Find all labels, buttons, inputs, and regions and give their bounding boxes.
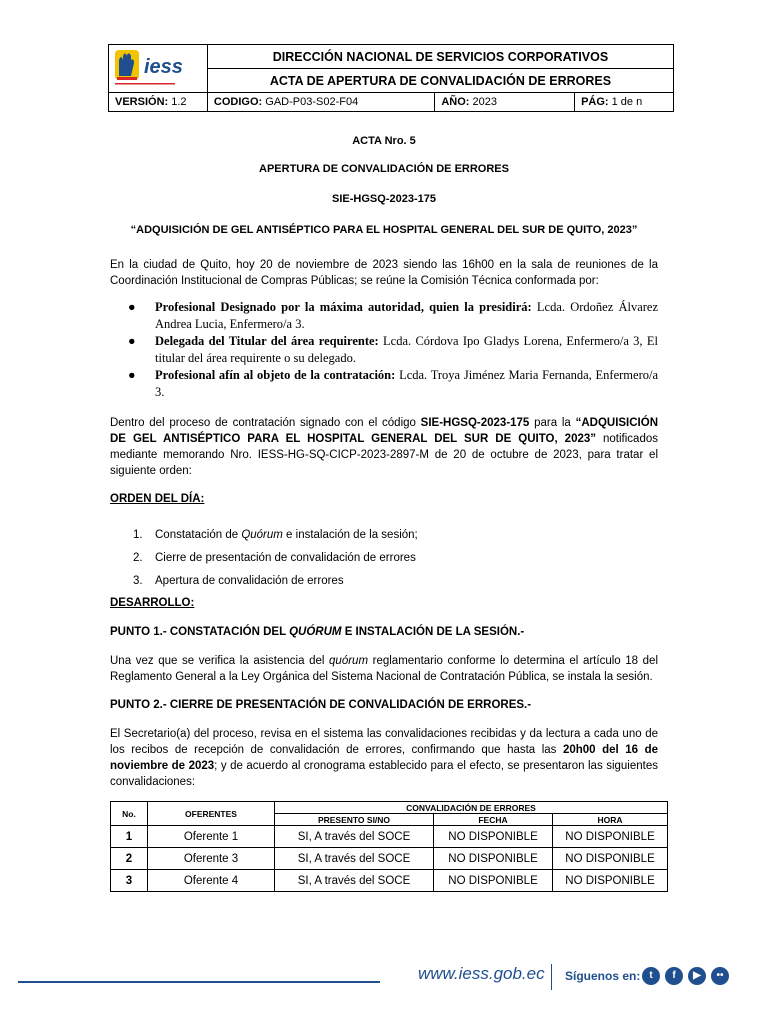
- process-paragraph: [110, 415, 658, 479]
- table-row: 2 Oferente 3 SI, A través del SOCE NO DISPONIBLE NO DISPONIBLE: [111, 848, 668, 870]
- point2-paragraph: El Secretario(a) del proceso, revisa en el sistema las convalidaciones recibidas y da lectura a cada uno de los recibos de recepción de convalidación de errores, confirmando que hasta las 20h00 del 16 de noviembre de 2023; y de acuerdo al cronograma establecido para el efecto, se presentaron las siguientes convalidaciones:: [110, 728, 658, 788]
- list-item: 2. Cierre de presentación de convalidación de errores: [133, 552, 416, 564]
- agenda-list: [133, 529, 418, 598]
- para-text: Dentro del proceso de contratación signado con el código: [110, 417, 421, 429]
- list-item: ● Delegada del Titular del área requirente: Lcda. Córdova Ipo Gladys Lorena, Enfermero/a 3, El titular del área requirente o su delegado.: [128, 334, 658, 365]
- page-label: PÁG:: [581, 96, 609, 108]
- acta-number: ACTA Nro. 5: [352, 135, 416, 147]
- list-item: ● Profesional afín al objeto de la contratación: Lcda. Troya Jiménez Maria Fernanda, Enfermero/a 3.: [128, 368, 658, 399]
- commission-members: [128, 299, 658, 401]
- footer-divider: [18, 981, 380, 983]
- process-code: SIE-HGSQ-2023-175: [332, 193, 436, 205]
- list-item: 3. Apertura de convalidación de errores: [133, 575, 344, 587]
- para-text: notificados mediante memorando Nro. IESS-HG-SQ-CICP-2023-2897-M de 20 de octubre de 2023, para tratar el siguiente orden:: [110, 433, 658, 477]
- para-object: “ADQUISICIÓN DE GEL ANTISÉPTICO PARA EL HOSPITAL GENERAL DEL SUR DE QUITO, 2023”: [110, 417, 658, 445]
- list-item: ● Profesional Designado por la máxima autoridad, quien la presidirá: Lcda. Ordoñez Álvarez Andrea Lucia, Enfermero/a 3.: [128, 300, 658, 331]
- process-object: “ADQUISICIÓN DE GEL ANTISÉPTICO PARA EL HOSPITAL GENERAL DEL SUR DE QUITO, 2023”: [130, 224, 638, 236]
- header-title-2: ACTA DE APERTURA DE CONVALIDACIÓN DE ERRORES: [207, 69, 673, 93]
- footer-separator: [551, 964, 552, 990]
- version-value: 1.2: [168, 96, 187, 108]
- facebook-icon[interactable]: f: [665, 967, 683, 985]
- acta-subtitle: APERTURA DE CONVALIDACIÓN DE ERRORES: [259, 163, 509, 175]
- member-name: Lcda. Ordoñez Álvarez Andrea Lucia, Enfermero/a 3.: [155, 300, 658, 331]
- version-cell: [109, 93, 208, 112]
- youtube-icon[interactable]: ▶: [688, 967, 706, 985]
- table-row: 3 Oferente 4 SI, A través del SOCE NO DISPONIBLE NO DISPONIBLE: [111, 870, 668, 892]
- member-role: Profesional Designado por la máxima autoridad, quien la presidirá:: [155, 300, 532, 314]
- column-header: No.: [111, 802, 148, 826]
- intro-paragraph: En la ciudad de Quito, hoy 20 de noviembre de 2023 siendo las 16h00 en la sala de reuniones de la Coordinación Institucional de Compras Públicas; se reúne la Comisión Técnica conformada por:: [110, 259, 658, 287]
- table-row: 1 Oferente 1 SI, A través del SOCE NO DISPONIBLE NO DISPONIBLE: [111, 826, 668, 848]
- code-value: GAD-P03-S02-F04: [262, 96, 359, 108]
- member-role: Delegada del Titular del área requirente:: [155, 334, 379, 348]
- page-cell: [575, 93, 674, 112]
- flickr-icon[interactable]: ••: [711, 967, 729, 985]
- header-title-1: DIRECCIÓN NACIONAL DE SERVICIOS CORPORATIVOS: [207, 45, 673, 69]
- column-group-header: CONVALIDACIÓN DE ERRORES: [275, 802, 668, 814]
- version-label: VERSIÓN:: [115, 96, 169, 108]
- para-code: SIE-HGSQ-2023-175: [420, 417, 530, 429]
- follow-label: Síguenos en:: [565, 969, 641, 983]
- member-name: Lcda. Córdova Ipo Gladys Lorena, Enfermero/a 3, El titular del área requirente o su delegado.: [155, 334, 658, 365]
- code-cell: [207, 93, 434, 112]
- code-label: CODIGO:: [213, 96, 263, 108]
- iess-logo: [109, 45, 208, 93]
- member-name: Lcda. Troya Jiménez Maria Fernanda, Enfermero/a 3.: [155, 368, 658, 399]
- point1-title: PUNTO 1.- CONSTATACIÓN DEL QUÓRUM E INSTALACIÓN DE LA SESIÓN.-: [110, 626, 525, 638]
- column-header: FECHA: [434, 814, 553, 826]
- page-value: 1 de n: [608, 96, 643, 108]
- agenda-title: ORDEN DEL DÍA:: [110, 493, 205, 505]
- footer-url-link[interactable]: www.iess.gob.ec: [418, 964, 545, 983]
- iess-logo-icon: [111, 46, 205, 88]
- member-role: Profesional afín al objeto de la contratación:: [155, 368, 396, 382]
- svg-text:iess: iess: [143, 56, 183, 78]
- document-header: [108, 44, 674, 112]
- convalidation-table: [110, 801, 668, 892]
- para-text: para la: [529, 417, 576, 429]
- year-value: 2023: [469, 96, 497, 108]
- point1-paragraph: Una vez que se verifica la asistencia del quórum reglamentario conforme lo determina el artículo 18 del Reglamento General a la Ley Orgánica del Sistema Nacional de Contratación Pública, se instala la sesión.: [110, 655, 659, 683]
- column-header: PRESENTO SI/NO: [275, 814, 434, 826]
- column-header: OFERENTES: [148, 802, 275, 826]
- development-title: DESARROLLO:: [110, 597, 195, 609]
- twitter-icon[interactable]: t: [642, 967, 660, 985]
- year-label: AÑO:: [441, 96, 470, 108]
- year-cell: [435, 93, 575, 112]
- column-header: HORA: [553, 814, 668, 826]
- point2-title: PUNTO 2.- CIERRE DE PRESENTACIÓN DE CONVALIDACIÓN DE ERRORES.-: [110, 699, 532, 711]
- list-item: 1. Constatación de Quórum e instalación de la sesión;: [133, 529, 418, 541]
